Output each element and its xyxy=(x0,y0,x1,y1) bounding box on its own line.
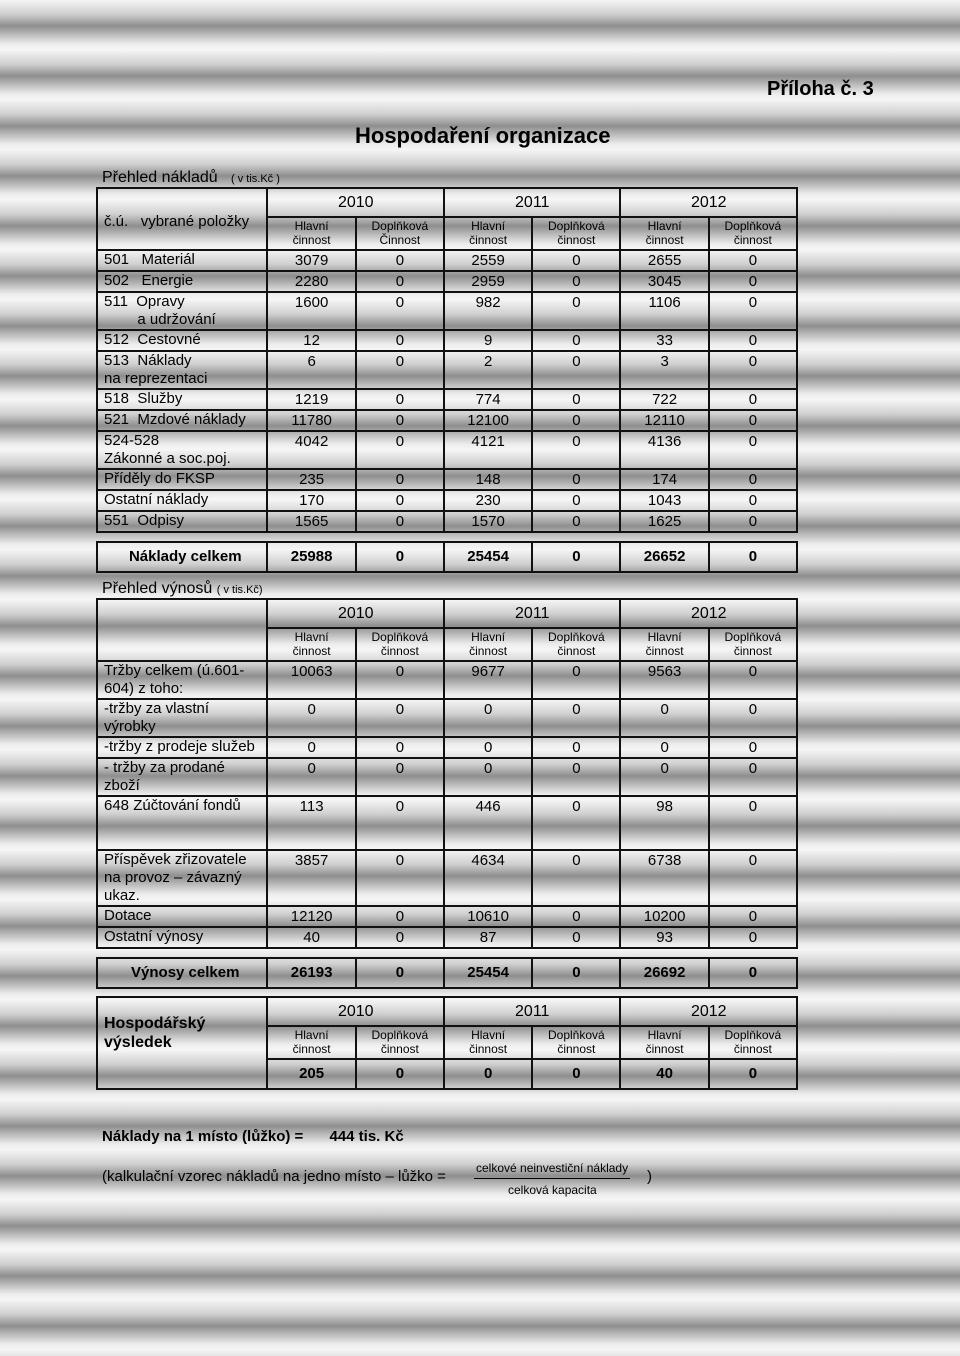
subheader-line: Hlavní xyxy=(294,1028,329,1042)
result-year: 2012 xyxy=(620,997,797,1026)
row-label-line: 512 Cestovné xyxy=(104,331,201,348)
subheader-line: činnost xyxy=(645,233,684,247)
subheader-line: činnost xyxy=(292,1042,331,1056)
value-cell: 0 xyxy=(356,431,444,469)
value-cell: 2280 xyxy=(267,271,355,292)
value-cell: 0 xyxy=(532,351,620,389)
table-row xyxy=(97,389,797,410)
value-cell: 0 xyxy=(356,906,444,927)
row-label xyxy=(97,511,267,532)
value-cell: 2 xyxy=(444,351,532,389)
value-cell: 0 xyxy=(356,330,444,351)
value-cell: 0 xyxy=(356,250,444,271)
subheader-line: činnost xyxy=(733,644,772,658)
costs-corner xyxy=(97,188,267,250)
row-label-line: Ostatní náklady xyxy=(104,491,209,508)
value-cell: 0 xyxy=(709,737,797,758)
table-row xyxy=(97,250,797,271)
total-cell: 25454 xyxy=(444,958,532,988)
total-cell: 25454 xyxy=(444,542,532,572)
value-cell: 0 xyxy=(356,737,444,758)
revenues-year: 2012 xyxy=(620,599,797,628)
value-cell: 0 xyxy=(356,389,444,410)
value-cell: 0 xyxy=(709,927,797,948)
cost-per-bed xyxy=(102,1128,404,1145)
value-cell: 33 xyxy=(620,330,708,351)
value-cell: 0 xyxy=(709,330,797,351)
table-row xyxy=(97,850,797,906)
value-cell: 0 xyxy=(532,410,620,431)
value-cell: 2559 xyxy=(444,250,532,271)
value-cell: 6 xyxy=(267,351,355,389)
value-cell: 0 xyxy=(532,737,620,758)
value-cell: 0 xyxy=(709,469,797,490)
value-cell: 235 xyxy=(267,469,355,490)
costs-rows xyxy=(97,250,797,532)
result-cell: 0 xyxy=(532,1059,620,1089)
total-cell: 0 xyxy=(356,542,444,572)
row-label-line: Dotace xyxy=(104,907,152,924)
value-cell: 12 xyxy=(267,330,355,351)
value-cell: 12120 xyxy=(267,906,355,927)
subheader-line: činnost xyxy=(469,644,508,658)
row-label xyxy=(97,906,267,927)
value-cell: 0 xyxy=(532,511,620,532)
value-cell: 774 xyxy=(444,389,532,410)
value-cell: 0 xyxy=(444,758,532,796)
table-row xyxy=(97,737,797,758)
subheader-line: Hlavní xyxy=(647,1028,682,1042)
total-cell: 0 xyxy=(532,542,620,572)
column-subheader xyxy=(356,217,444,250)
value-cell: 0 xyxy=(532,850,620,906)
value-cell: 0 xyxy=(709,699,797,737)
value-cell: 0 xyxy=(356,699,444,737)
subheader-line: činnost xyxy=(469,1042,508,1056)
table-row xyxy=(97,292,797,330)
value-cell: 9 xyxy=(444,330,532,351)
subheader-line: Hlavní xyxy=(294,630,329,644)
value-cell: 1106 xyxy=(620,292,708,330)
subheader-line: Doplňková xyxy=(724,630,782,644)
row-label xyxy=(97,389,267,410)
value-cell: 3079 xyxy=(267,250,355,271)
value-cell: 12100 xyxy=(444,410,532,431)
annex-label: Příloha č. 3 xyxy=(767,78,874,100)
subheader-line: Hlavní xyxy=(647,219,682,233)
value-cell: 2655 xyxy=(620,250,708,271)
value-cell: 1570 xyxy=(444,511,532,532)
column-subheader xyxy=(444,1026,532,1059)
value-cell: 0 xyxy=(709,389,797,410)
revenues-heading-text: Přehled výnosů xyxy=(102,580,213,597)
subheader-line: činnost xyxy=(733,233,772,247)
row-label-line: zboží xyxy=(104,777,140,794)
column-subheader xyxy=(444,628,532,661)
value-cell: 4042 xyxy=(267,431,355,469)
value-cell: 0 xyxy=(709,511,797,532)
row-label-line: 524-528 xyxy=(104,432,160,449)
subheader-line: Hlavní xyxy=(471,1028,506,1042)
value-cell: 1043 xyxy=(620,490,708,511)
column-subheader xyxy=(356,628,444,661)
subheader-line: činnost xyxy=(557,644,596,658)
costs-heading xyxy=(102,169,280,187)
result-cell: 205 xyxy=(267,1059,355,1089)
result-cell: 0 xyxy=(444,1059,532,1089)
value-cell: 0 xyxy=(532,271,620,292)
value-cell: 0 xyxy=(267,699,355,737)
row-label-line: 604) z toho: xyxy=(104,680,184,697)
value-cell: 0 xyxy=(444,737,532,758)
table-row xyxy=(97,906,797,927)
row-label-line: -tržby za vlastní xyxy=(104,700,210,717)
column-subheader xyxy=(709,217,797,250)
subheader-line: Doplňková xyxy=(548,219,605,233)
column-subheader xyxy=(709,1026,797,1059)
row-label-line: 502 Energie xyxy=(104,272,194,289)
value-cell: 93 xyxy=(620,927,708,948)
row-label xyxy=(97,250,267,271)
value-cell: 0 xyxy=(532,250,620,271)
table-row xyxy=(97,330,797,351)
gap xyxy=(97,948,797,958)
column-subheader xyxy=(267,628,355,661)
row-label xyxy=(97,699,267,737)
subheader-line: činnost xyxy=(557,1042,596,1056)
column-subheader xyxy=(620,217,708,250)
value-cell: 0 xyxy=(532,490,620,511)
value-cell: 0 xyxy=(356,927,444,948)
row-label xyxy=(97,469,267,490)
costs-total-label: Náklady celkem xyxy=(97,542,267,572)
costs-table xyxy=(96,187,798,573)
value-cell: 3045 xyxy=(620,271,708,292)
total-cell: 25988 xyxy=(267,542,355,572)
value-cell: 0 xyxy=(267,737,355,758)
subheader-line: činnost xyxy=(380,1042,419,1056)
row-label-line: 551 Odpisy xyxy=(104,512,185,529)
subheader-line: činnost xyxy=(557,233,596,247)
value-cell: 174 xyxy=(620,469,708,490)
value-cell: 148 xyxy=(444,469,532,490)
row-label-line: - tržby za prodané xyxy=(104,759,225,776)
formula-denominator: celková kapacita xyxy=(508,1183,597,1197)
column-subheader xyxy=(267,1026,355,1059)
row-label xyxy=(97,410,267,431)
table-row xyxy=(97,699,797,737)
total-cell: 0 xyxy=(532,958,620,988)
value-cell: 3 xyxy=(620,351,708,389)
revenues-total-row xyxy=(97,958,797,988)
value-cell: 4634 xyxy=(444,850,532,906)
table-row xyxy=(97,351,797,389)
cost-per-bed-value: 444 tis. Kč xyxy=(329,1128,404,1145)
row-label xyxy=(97,271,267,292)
row-label-line: 501 Materiál xyxy=(104,251,195,268)
subheader-line: Činnost xyxy=(379,233,421,247)
value-cell: 0 xyxy=(356,490,444,511)
result-cell: 0 xyxy=(709,1059,797,1089)
row-label xyxy=(97,796,267,850)
value-cell: 0 xyxy=(709,490,797,511)
row-label-line: 521 Mzdové náklady xyxy=(104,411,246,428)
value-cell: 0 xyxy=(267,758,355,796)
value-cell: 87 xyxy=(444,927,532,948)
total-cell: 26692 xyxy=(620,958,708,988)
result-year: 2011 xyxy=(444,997,621,1026)
costs-year: 2012 xyxy=(620,188,797,217)
value-cell: 0 xyxy=(444,699,532,737)
value-cell: 0 xyxy=(532,469,620,490)
subheader-line: činnost xyxy=(645,1042,684,1056)
subheader-line: Doplňková xyxy=(724,1028,782,1042)
column-subheader xyxy=(620,628,708,661)
subheader-line: činnost xyxy=(292,644,331,658)
table-row xyxy=(97,758,797,796)
subheader-line: činnost xyxy=(380,644,419,658)
value-cell: 0 xyxy=(356,271,444,292)
cost-per-bed-label: Náklady na 1 místo (lůžko) = xyxy=(102,1128,304,1145)
row-label-line: Ostatní výnosy xyxy=(104,928,204,945)
subheader-line: Hlavní xyxy=(294,219,329,233)
subheader-line: Hlavní xyxy=(647,630,682,644)
value-cell: 0 xyxy=(620,758,708,796)
table-row xyxy=(97,927,797,948)
value-cell: 10063 xyxy=(267,661,355,699)
total-cell: 0 xyxy=(709,542,797,572)
row-label-line: na provoz – závazný xyxy=(104,869,242,886)
row-label xyxy=(97,351,267,389)
subheader-line: Hlavní xyxy=(471,630,506,644)
value-cell: 0 xyxy=(709,661,797,699)
value-cell: 12110 xyxy=(620,410,708,431)
subheader-line: činnost xyxy=(733,1042,772,1056)
value-cell: 0 xyxy=(532,906,620,927)
value-cell: 10200 xyxy=(620,906,708,927)
value-cell: 3857 xyxy=(267,850,355,906)
value-cell: 6738 xyxy=(620,850,708,906)
costs-heading-text: Přehled nákladů xyxy=(102,169,218,186)
result-year: 2010 xyxy=(267,997,444,1026)
result-cell: 40 xyxy=(620,1059,708,1089)
value-cell: 0 xyxy=(532,330,620,351)
row-label xyxy=(97,661,267,699)
value-cell: 0 xyxy=(709,250,797,271)
total-cell: 0 xyxy=(709,958,797,988)
subheader-line: činnost xyxy=(292,233,331,247)
value-cell: 0 xyxy=(709,271,797,292)
subheader-line: Hlavní xyxy=(471,219,506,233)
value-cell: 0 xyxy=(532,389,620,410)
table-row xyxy=(97,661,797,699)
result-table xyxy=(96,996,798,1090)
value-cell: 1600 xyxy=(267,292,355,330)
row-label xyxy=(97,490,267,511)
table-row xyxy=(97,271,797,292)
column-subheader xyxy=(532,1026,620,1059)
page-title: Hospodaření organizace xyxy=(355,123,611,148)
subheader-line: Doplňková xyxy=(724,219,782,233)
column-subheader xyxy=(709,628,797,661)
row-label xyxy=(97,927,267,948)
costs-year: 2010 xyxy=(267,188,444,217)
column-subheader xyxy=(620,1026,708,1059)
value-cell: 982 xyxy=(444,292,532,330)
row-label-line: 518 Služby xyxy=(104,390,183,407)
row-label xyxy=(97,758,267,796)
revenues-total-label: Výnosy celkem xyxy=(97,958,267,988)
row-label-line: výrobky xyxy=(104,718,156,735)
value-cell: 0 xyxy=(356,850,444,906)
value-cell: 0 xyxy=(532,292,620,330)
value-cell: 0 xyxy=(709,758,797,796)
row-label-line: Příspěvek zřizovatele xyxy=(104,851,247,868)
column-subheader xyxy=(356,1026,444,1059)
value-cell: 0 xyxy=(532,796,620,850)
value-cell: 0 xyxy=(709,351,797,389)
row-label-line: ukaz. xyxy=(104,887,140,904)
value-cell: 170 xyxy=(267,490,355,511)
row-label-line: 513 Náklady xyxy=(104,352,192,369)
costs-year: 2011 xyxy=(444,188,621,217)
value-cell: 0 xyxy=(356,796,444,850)
column-subheader xyxy=(532,217,620,250)
value-cell: 0 xyxy=(356,410,444,431)
formula-numerator: celkové neinvestiční náklady xyxy=(474,1161,630,1179)
total-cell: 0 xyxy=(356,958,444,988)
value-cell: 10610 xyxy=(444,906,532,927)
value-cell: 0 xyxy=(620,737,708,758)
value-cell: 11780 xyxy=(267,410,355,431)
subheader-line: Doplňková xyxy=(371,1028,429,1042)
value-cell: 0 xyxy=(709,850,797,906)
value-cell: 0 xyxy=(356,469,444,490)
value-cell: 0 xyxy=(356,292,444,330)
value-cell: 230 xyxy=(444,490,532,511)
total-cell: 26652 xyxy=(620,542,708,572)
revenues-year: 2010 xyxy=(267,599,444,628)
value-cell: 722 xyxy=(620,389,708,410)
value-cell: 40 xyxy=(267,927,355,948)
subheader-line: činnost xyxy=(645,644,684,658)
row-label-line: 511 Opravy xyxy=(104,293,185,310)
row-label xyxy=(97,330,267,351)
result-cell: 0 xyxy=(356,1059,444,1089)
subheader-line: Doplňková xyxy=(371,630,429,644)
value-cell: 0 xyxy=(709,410,797,431)
revenues-unit: ( v tis.Kč) xyxy=(216,584,263,596)
value-cell: 0 xyxy=(709,796,797,850)
value-cell: 0 xyxy=(709,431,797,469)
result-label: Hospodářský výsledek xyxy=(97,997,267,1089)
value-cell: 113 xyxy=(267,796,355,850)
value-cell: 0 xyxy=(356,351,444,389)
gap xyxy=(97,532,797,542)
column-subheader xyxy=(267,217,355,250)
column-subheader xyxy=(532,628,620,661)
revenues-table xyxy=(96,598,798,989)
value-cell: 1219 xyxy=(267,389,355,410)
col-items: vybrané položky xyxy=(140,213,250,230)
value-cell: 0 xyxy=(532,431,620,469)
col-code: č.ú. xyxy=(104,213,129,230)
subheader-line: činnost xyxy=(469,233,508,247)
revenues-rows xyxy=(97,661,797,948)
value-cell: 2959 xyxy=(444,271,532,292)
row-label-line: Tržby celkem (ú.601- xyxy=(104,662,245,679)
row-label-line: na reprezentaci xyxy=(104,370,208,387)
table-row xyxy=(97,469,797,490)
revenues-year: 2011 xyxy=(444,599,621,628)
table-row xyxy=(97,410,797,431)
revenues-corner xyxy=(97,599,267,661)
value-cell: 4136 xyxy=(620,431,708,469)
value-cell: 0 xyxy=(532,661,620,699)
table-row xyxy=(97,796,797,850)
row-label xyxy=(97,850,267,906)
subheader-line: Doplňková xyxy=(548,1028,605,1042)
costs-unit: ( v tis.Kč ) xyxy=(230,173,280,185)
value-cell: 4121 xyxy=(444,431,532,469)
table-row xyxy=(97,431,797,469)
value-cell: 9563 xyxy=(620,661,708,699)
value-cell: 0 xyxy=(356,511,444,532)
formula-suffix: ) xyxy=(647,1168,652,1185)
value-cell: 0 xyxy=(532,927,620,948)
row-label xyxy=(97,292,267,330)
row-label-line: Příděly do FKSP xyxy=(104,470,215,487)
value-cell: 0 xyxy=(356,661,444,699)
value-cell: 1565 xyxy=(267,511,355,532)
value-cell: 1625 xyxy=(620,511,708,532)
row-label-line: Zákonné a soc.poj. xyxy=(104,450,231,467)
value-cell: 446 xyxy=(444,796,532,850)
value-cell: 98 xyxy=(620,796,708,850)
formula-prefix: (kalkulační vzorec nákladů na jedno místo – lůžko = xyxy=(102,1168,446,1185)
row-label-line: a udržování xyxy=(104,311,216,328)
value-cell: 0 xyxy=(709,906,797,927)
costs-total-row xyxy=(97,542,797,572)
subheader-line: Doplňková xyxy=(548,630,605,644)
table-row xyxy=(97,490,797,511)
row-label xyxy=(97,737,267,758)
value-cell: 0 xyxy=(709,292,797,330)
row-label-line: -tržby z prodeje služeb xyxy=(104,738,255,755)
row-label-line: 648 Zúčtování fondů xyxy=(104,797,241,814)
value-cell: 9677 xyxy=(444,661,532,699)
table-row xyxy=(97,511,797,532)
value-cell: 0 xyxy=(532,758,620,796)
value-cell: 0 xyxy=(620,699,708,737)
revenues-heading xyxy=(102,580,263,598)
total-cell: 26193 xyxy=(267,958,355,988)
value-cell: 0 xyxy=(532,699,620,737)
row-label xyxy=(97,431,267,469)
value-cell: 0 xyxy=(356,758,444,796)
column-subheader xyxy=(444,217,532,250)
subheader-line: Doplňková xyxy=(371,219,429,233)
